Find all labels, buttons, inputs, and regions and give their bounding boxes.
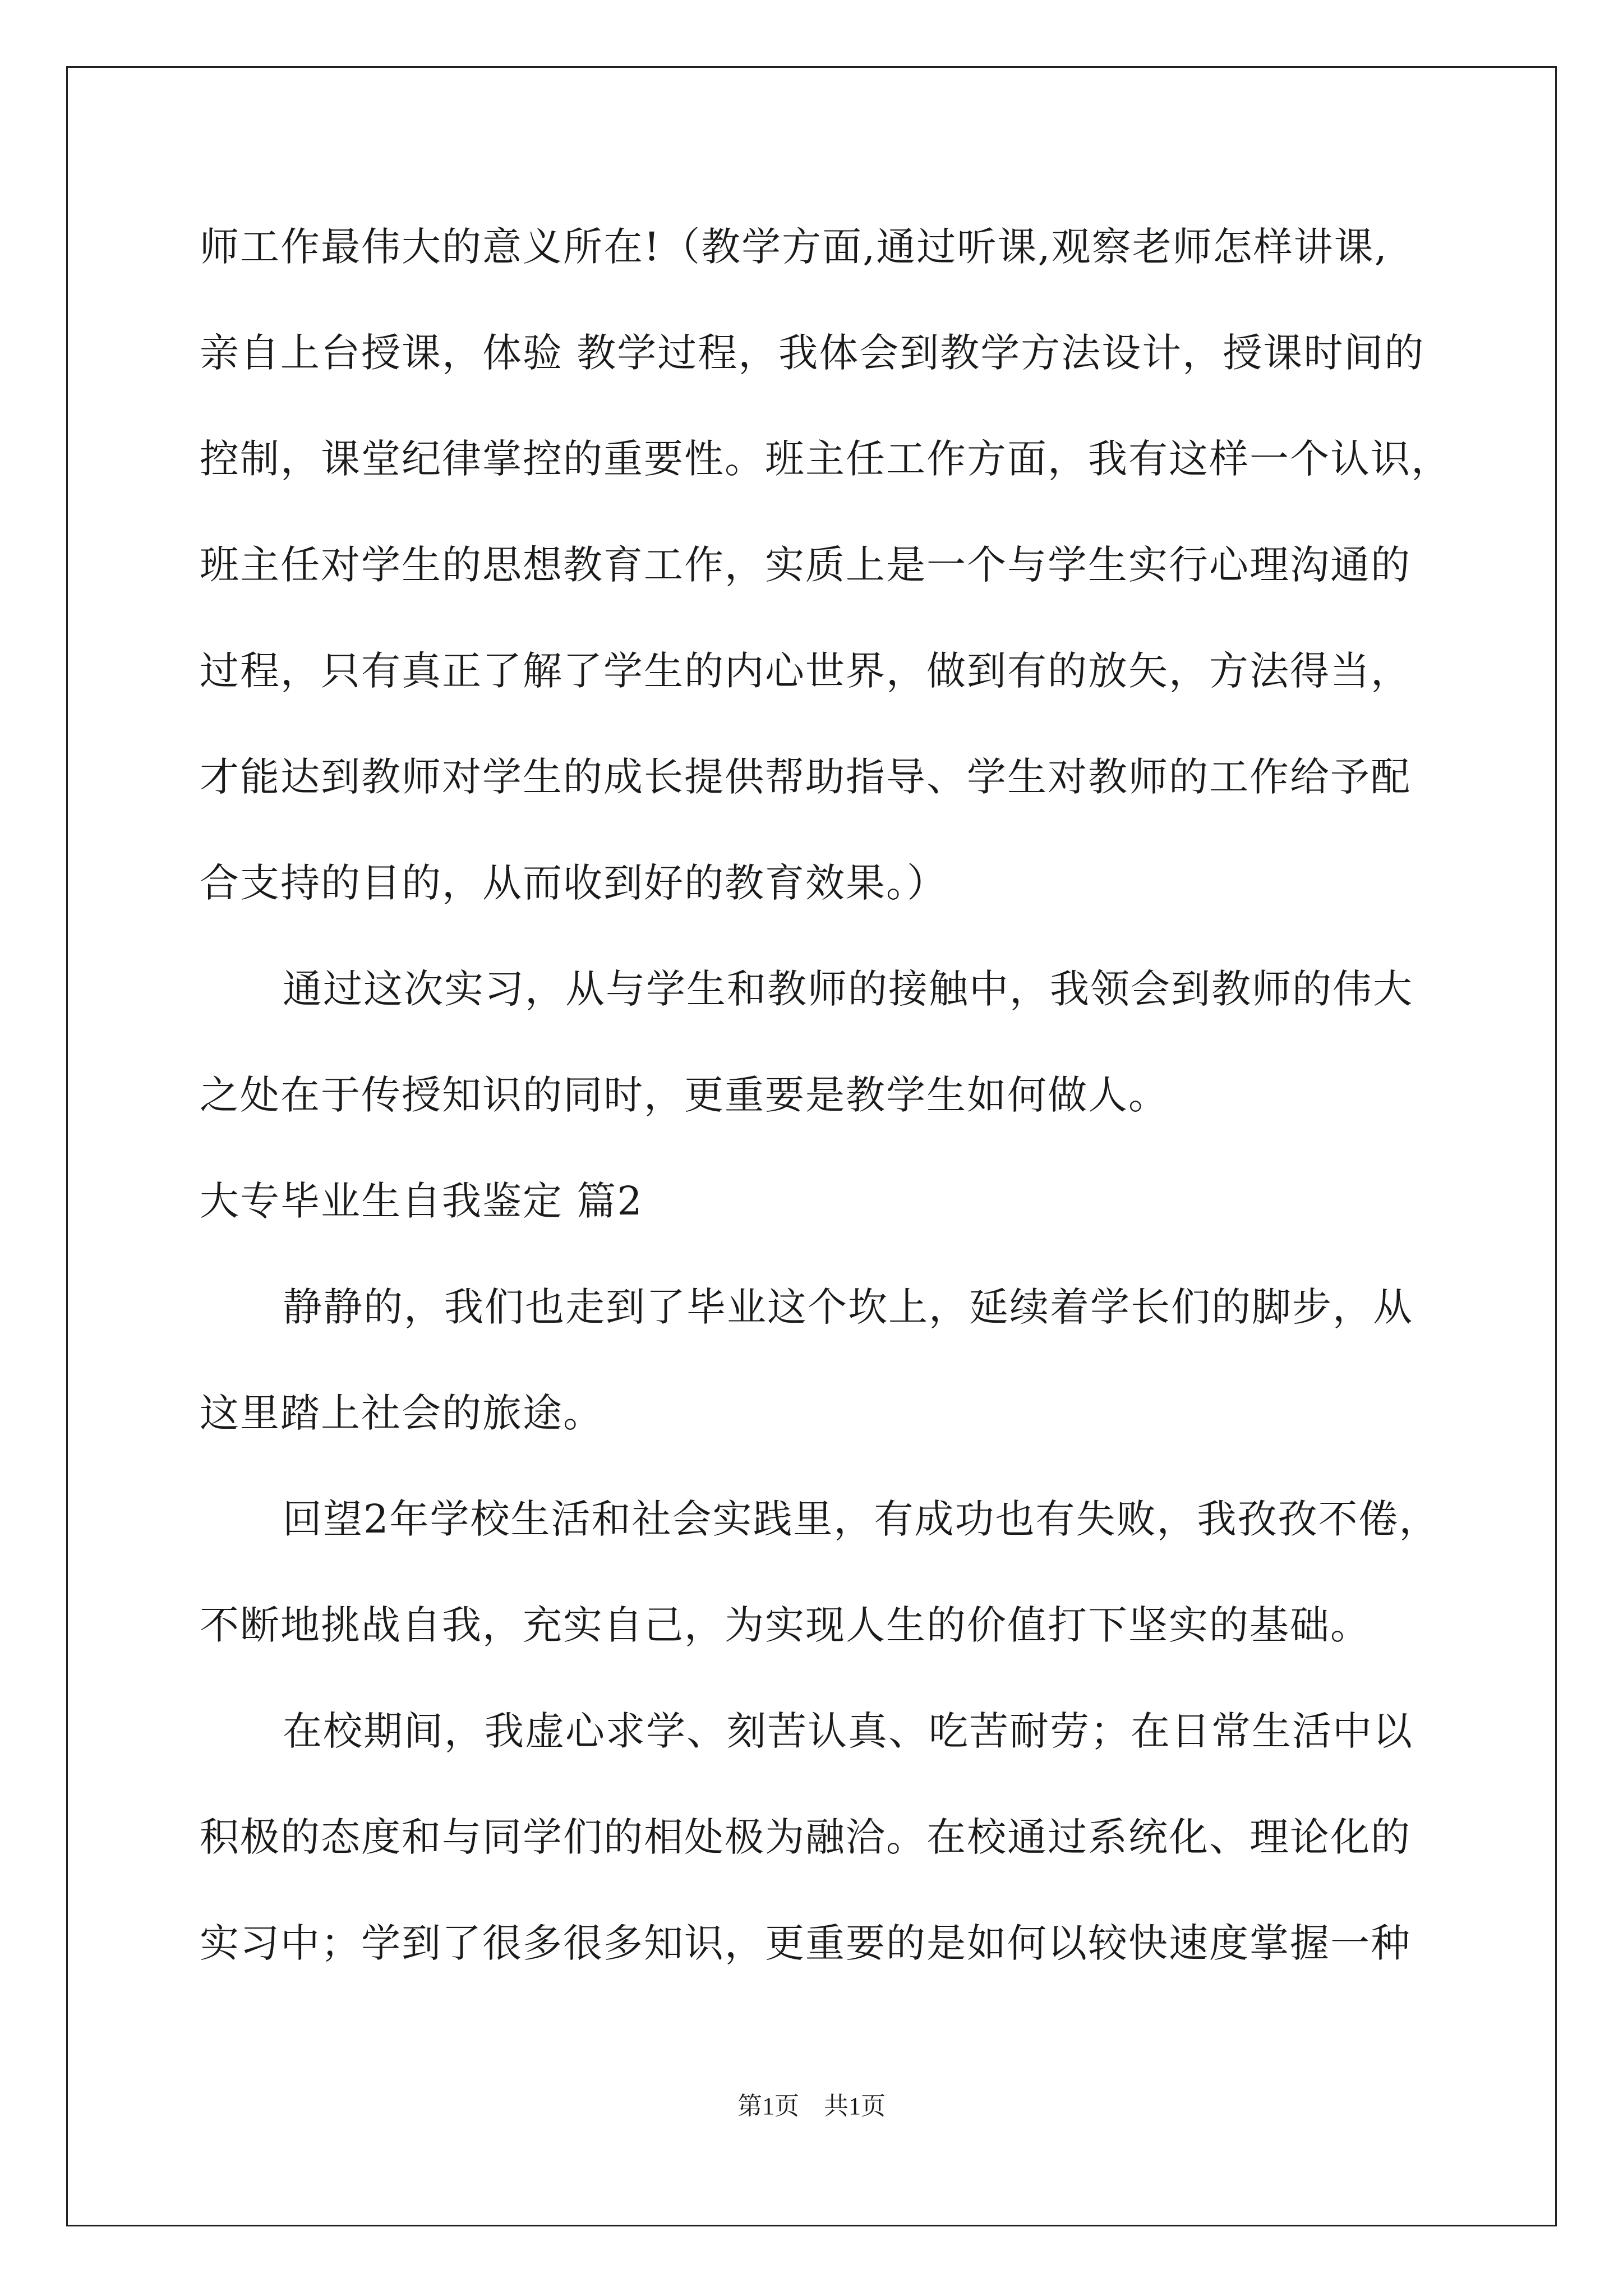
text-line: 合支持的目的，从而收到好的教育效果。） (200, 860, 947, 906)
text-line: 这里踏上社会的旅途。 (200, 1390, 603, 1436)
paragraph-start-line: 通过这次实习，从与学生和教师的接触中，我领会到教师的伟大 (283, 966, 1413, 1012)
text-line: 才能达到教师对学生的成长提供帮助指导、学生对教师的工作给予配 (200, 754, 1411, 800)
text-line: 积极的态度和与同学们的相处极为融洽。在校通过系统化、理论化的 (200, 1814, 1411, 1860)
paragraph-start-line: 回望2年学校生活和社会实践里，有成功也有失败，我孜孜不倦， (283, 1496, 1440, 1542)
text-line: 过程，只有真正了解了学生的内心世界，做到有的放矢，方法得当， (200, 648, 1411, 694)
paragraph-start-line: 在校期间，我虚心求学、刻苦认真、吃苦耐劳；在日常生活中以 (283, 1708, 1413, 1754)
text-line: 亲自上台授课，体验 教学过程，我体会到教学方法设计，授课时间的 (200, 330, 1425, 376)
text-line: 实习中；学到了很多很多知识，更重要的是如何以较快速度掌握一种 (200, 1920, 1411, 1966)
document-body (200, 213, 1451, 2016)
section-heading: 大专毕业生自我鉴定 篇2 (200, 1178, 643, 1224)
paragraph-start-line: 静静的，我们也走到了毕业这个坎上，延续着学长们的脚步，从 (283, 1284, 1413, 1330)
text-line: 师工作最伟大的意义所在!（教学方面,通过听课,观察老师怎样讲课, (200, 224, 1388, 270)
text-line: 不断地挑战自我，充实自己，为实现人生的价值打下坚实的基础。 (200, 1602, 1371, 1648)
text-line: 之处在于传授知识的同时，更重要是教学生如何做人。 (200, 1072, 1169, 1118)
page-number-footer: 第1页 共1页 (737, 2092, 886, 2120)
text-line: 班主任对学生的思想教育工作，实质上是一个与学生实行心理沟通的 (200, 542, 1411, 588)
text-line: 控制，课堂纪律掌控的重要性。班主任工作方面，我有这样一个认识， (200, 436, 1451, 482)
